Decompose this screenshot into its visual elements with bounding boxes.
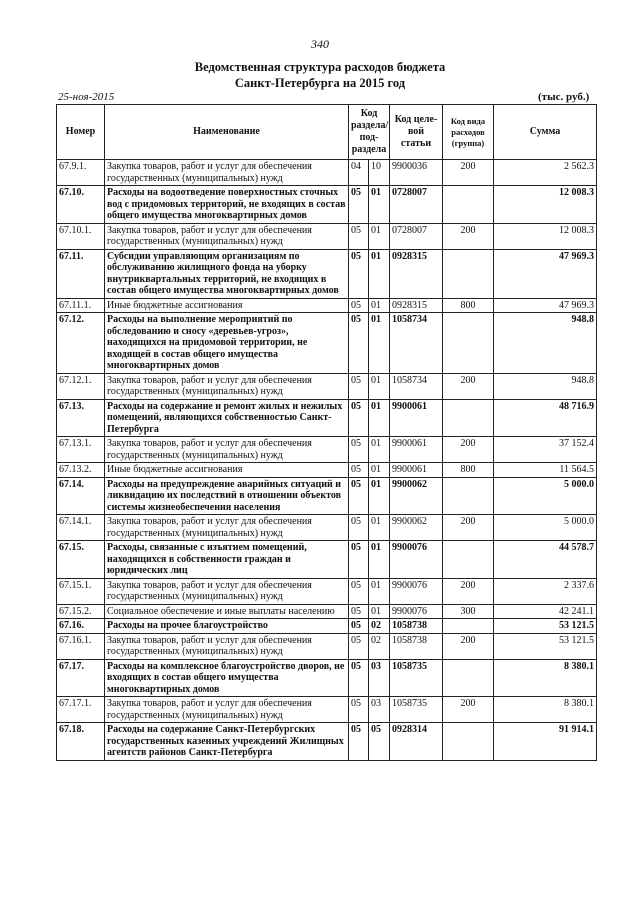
row-section-cell: 05	[349, 659, 369, 697]
row-article-cell: 9900061	[390, 463, 443, 478]
row-expense-type-cell: 200	[443, 578, 494, 604]
row-section-cell: 05	[349, 186, 369, 224]
row-sum-cell: 8 380.1	[494, 697, 597, 723]
row-number-cell: 67.15.	[57, 541, 105, 579]
units-label: (тыс. руб.)	[538, 91, 590, 103]
row-sum-cell: 12 008.3	[494, 223, 597, 249]
row-subsection-cell: 01	[369, 373, 390, 399]
table-row	[57, 463, 597, 478]
row-sum-cell: 47 969.3	[494, 298, 597, 313]
row-sum-cell: 2 562.3	[494, 160, 597, 186]
row-expense-type-cell: 200	[443, 515, 494, 541]
row-number-cell: 67.9.1.	[57, 160, 105, 186]
row-name-cell: Иные бюджетные ассигнования	[105, 298, 349, 313]
row-section-cell: 05	[349, 477, 369, 515]
row-expense-type-cell: 200	[443, 223, 494, 249]
row-expense-type-cell: 200	[443, 160, 494, 186]
row-expense-type-cell: 800	[443, 298, 494, 313]
row-sum-cell: 5 000.0	[494, 477, 597, 515]
table-row	[57, 633, 597, 659]
row-name-cell: Расходы на водоотведение поверхностных сточных вод с придомовых территорий, не входящих в состав общего имущества многоквартирных домов	[105, 186, 349, 224]
document-title-line-2: Санкт-Петербурга на 2015 год	[234, 76, 406, 90]
document-date: 25-ноя-2015	[58, 91, 115, 103]
row-number-cell: 67.10.	[57, 186, 105, 224]
row-article-cell: 9900061	[390, 399, 443, 437]
row-section-cell: 05	[349, 619, 369, 634]
row-sum-cell: 948.8	[494, 373, 597, 399]
row-name-cell: Закупка товаров, работ и услуг для обеспечения государственных (муниципальных) нужд	[105, 373, 349, 399]
row-number-cell: 67.15.1.	[57, 578, 105, 604]
table-row	[57, 373, 597, 399]
row-number-cell: 67.14.1.	[57, 515, 105, 541]
row-number-cell: 67.17.1.	[57, 697, 105, 723]
row-section-cell: 05	[349, 541, 369, 579]
row-name-cell: Расходы на прочее благоустройство	[105, 619, 349, 634]
row-article-cell: 1058738	[390, 633, 443, 659]
row-number-cell: 67.16.	[57, 619, 105, 634]
row-name-cell: Расходы на выполнение мероприятий по обследованию и сносу «деревьев-угроз», находящихся на придомовой территории, не входящей в состав общего имущества многоквартирных домов	[105, 313, 349, 374]
row-number-cell: 67.13.1.	[57, 437, 105, 463]
row-expense-type-cell	[443, 541, 494, 579]
row-subsection-cell: 01	[369, 313, 390, 374]
table-row	[57, 619, 597, 634]
header-expense-type-code: Код вида расходов (группа)	[443, 105, 494, 160]
row-number-cell: 67.12.1.	[57, 373, 105, 399]
row-name-cell: Расходы на содержание и ремонт жилых и нежилых помещений, являющихся собственностью Санкт-Петербурга	[105, 399, 349, 437]
row-number-cell: 67.14.	[57, 477, 105, 515]
row-subsection-cell: 01	[369, 223, 390, 249]
row-expense-type-cell: 200	[443, 437, 494, 463]
budget-table	[56, 104, 597, 761]
row-expense-type-cell	[443, 659, 494, 697]
header-section-code: Код раздела/ под-раздела	[349, 105, 390, 160]
row-subsection-cell: 01	[369, 477, 390, 515]
row-subsection-cell: 05	[369, 723, 390, 761]
row-article-cell: 9900076	[390, 541, 443, 579]
row-section-cell: 05	[349, 723, 369, 761]
table-row	[57, 515, 597, 541]
row-number-cell: 67.11.	[57, 249, 105, 298]
table-row	[57, 437, 597, 463]
row-number-cell: 67.18.	[57, 723, 105, 761]
row-subsection-cell: 10	[369, 160, 390, 186]
table-row	[57, 249, 597, 298]
row-name-cell: Расходы, связанные с изъятием помещений, находящихся в собственности граждан и юридических лиц	[105, 541, 349, 579]
table-row	[57, 604, 597, 619]
row-article-cell: 9900062	[390, 515, 443, 541]
row-section-cell: 05	[349, 697, 369, 723]
row-article-cell: 1058735	[390, 659, 443, 697]
row-number-cell: 67.15.2.	[57, 604, 105, 619]
row-name-cell: Закупка товаров, работ и услуг для обеспечения государственных (муниципальных) нужд	[105, 697, 349, 723]
row-sum-cell: 5 000.0	[494, 515, 597, 541]
row-subsection-cell: 03	[369, 697, 390, 723]
row-expense-type-cell: 200	[443, 633, 494, 659]
document-title-line-1: Ведомственная структура расходов бюджета	[194, 60, 446, 74]
header-sum: Сумма	[494, 105, 597, 160]
row-section-cell: 05	[349, 515, 369, 541]
budget-table-body	[57, 160, 597, 761]
table-row	[57, 659, 597, 697]
row-article-cell: 9900076	[390, 604, 443, 619]
row-name-cell: Социальное обеспечение и иные выплаты населению	[105, 604, 349, 619]
table-row	[57, 223, 597, 249]
row-sum-cell: 48 716.9	[494, 399, 597, 437]
row-section-cell: 05	[349, 604, 369, 619]
row-subsection-cell: 02	[369, 633, 390, 659]
table-row	[57, 578, 597, 604]
row-article-cell: 9900062	[390, 477, 443, 515]
row-sum-cell: 47 969.3	[494, 249, 597, 298]
row-expense-type-cell	[443, 723, 494, 761]
row-article-cell: 9900076	[390, 578, 443, 604]
row-sum-cell: 948.8	[494, 313, 597, 374]
row-number-cell: 67.12.	[57, 313, 105, 374]
row-section-cell: 05	[349, 578, 369, 604]
row-expense-type-cell: 200	[443, 373, 494, 399]
table-row	[57, 186, 597, 224]
row-article-cell: 0928314	[390, 723, 443, 761]
header-number: Номер	[57, 105, 105, 160]
table-row	[57, 723, 597, 761]
row-sum-cell: 53 121.5	[494, 633, 597, 659]
row-expense-type-cell	[443, 477, 494, 515]
row-article-cell: 1058735	[390, 697, 443, 723]
row-section-cell: 05	[349, 298, 369, 313]
row-name-cell: Закупка товаров, работ и услуг для обеспечения государственных (муниципальных) нужд	[105, 437, 349, 463]
row-section-cell: 05	[349, 373, 369, 399]
row-expense-type-cell	[443, 399, 494, 437]
row-subsection-cell: 03	[369, 659, 390, 697]
row-article-cell: 1058738	[390, 619, 443, 634]
row-name-cell: Субсидии управляющим организациям по обслуживанию жилищного фонда на уборку внутриквартальных территорий, не входящих в состав общего имущества многоквартирных домов	[105, 249, 349, 298]
row-sum-cell: 8 380.1	[494, 659, 597, 697]
row-subsection-cell: 01	[369, 298, 390, 313]
table-row	[57, 160, 597, 186]
row-section-cell: 05	[349, 463, 369, 478]
row-section-cell: 05	[349, 437, 369, 463]
table-row	[57, 399, 597, 437]
row-name-cell: Расходы на предупреждение аварийных ситуаций и ликвидацию их последствий в отношении объектов системы жизнеобеспечения населения	[105, 477, 349, 515]
row-subsection-cell: 01	[369, 399, 390, 437]
page-number: 340	[311, 37, 329, 51]
row-subsection-cell: 01	[369, 463, 390, 478]
row-number-cell: 67.13.	[57, 399, 105, 437]
row-subsection-cell: 01	[369, 249, 390, 298]
row-article-cell: 0728007	[390, 223, 443, 249]
row-name-cell: Расходы на содержание Санкт-Петербургских государственных казенных учреждений Жилищных агентств районов Санкт-Петербурга	[105, 723, 349, 761]
row-name-cell: Закупка товаров, работ и услуг для обеспечения государственных (муниципальных) нужд	[105, 578, 349, 604]
row-section-cell: 05	[349, 633, 369, 659]
row-expense-type-cell: 200	[443, 697, 494, 723]
table-row	[57, 697, 597, 723]
row-section-cell: 05	[349, 313, 369, 374]
row-subsection-cell: 02	[369, 619, 390, 634]
table-row	[57, 541, 597, 579]
row-article-cell: 9900036	[390, 160, 443, 186]
row-sum-cell: 11 564.5	[494, 463, 597, 478]
row-expense-type-cell: 300	[443, 604, 494, 619]
row-section-cell: 04	[349, 160, 369, 186]
row-name-cell: Закупка товаров, работ и услуг для обеспечения государственных (муниципальных) нужд	[105, 633, 349, 659]
row-subsection-cell: 01	[369, 515, 390, 541]
row-number-cell: 67.16.1.	[57, 633, 105, 659]
row-article-cell: 0928315	[390, 298, 443, 313]
row-number-cell: 67.10.1.	[57, 223, 105, 249]
row-section-cell: 05	[349, 223, 369, 249]
row-number-cell: 67.11.1.	[57, 298, 105, 313]
row-name-cell: Закупка товаров, работ и услуг для обеспечения государственных (муниципальных) нужд	[105, 160, 349, 186]
row-expense-type-cell	[443, 186, 494, 224]
row-article-cell: 0928315	[390, 249, 443, 298]
table-row	[57, 313, 597, 374]
row-subsection-cell: 01	[369, 186, 390, 224]
row-article-cell: 0728007	[390, 186, 443, 224]
row-subsection-cell: 01	[369, 578, 390, 604]
row-sum-cell: 12 008.3	[494, 186, 597, 224]
table-row	[57, 298, 597, 313]
row-number-cell: 67.17.	[57, 659, 105, 697]
row-expense-type-cell	[443, 619, 494, 634]
header-name: Наименование	[105, 105, 349, 160]
row-expense-type-cell	[443, 249, 494, 298]
header-article-code: Код целе-вой статьи	[390, 105, 443, 160]
row-subsection-cell: 01	[369, 437, 390, 463]
row-sum-cell: 53 121.5	[494, 619, 597, 634]
row-sum-cell: 2 337.6	[494, 578, 597, 604]
row-name-cell: Закупка товаров, работ и услуг для обеспечения государственных (муниципальных) нужд	[105, 223, 349, 249]
row-subsection-cell: 01	[369, 604, 390, 619]
row-name-cell: Расходы на комплексное благоустройство дворов, не входящих в состав общего имущества многоквартирных домов	[105, 659, 349, 697]
row-section-cell: 05	[349, 249, 369, 298]
row-name-cell: Закупка товаров, работ и услуг для обеспечения государственных (муниципальных) нужд	[105, 515, 349, 541]
row-sum-cell: 37 152.4	[494, 437, 597, 463]
row-subsection-cell: 01	[369, 541, 390, 579]
row-number-cell: 67.13.2.	[57, 463, 105, 478]
row-sum-cell: 42 241.1	[494, 604, 597, 619]
row-name-cell: Иные бюджетные ассигнования	[105, 463, 349, 478]
row-sum-cell: 91 914.1	[494, 723, 597, 761]
row-article-cell: 9900061	[390, 437, 443, 463]
table-header-row	[57, 105, 597, 160]
row-section-cell: 05	[349, 399, 369, 437]
row-article-cell: 1058734	[390, 373, 443, 399]
row-expense-type-cell	[443, 313, 494, 374]
row-article-cell: 1058734	[390, 313, 443, 374]
table-row	[57, 477, 597, 515]
row-sum-cell: 44 578.7	[494, 541, 597, 579]
row-expense-type-cell: 800	[443, 463, 494, 478]
